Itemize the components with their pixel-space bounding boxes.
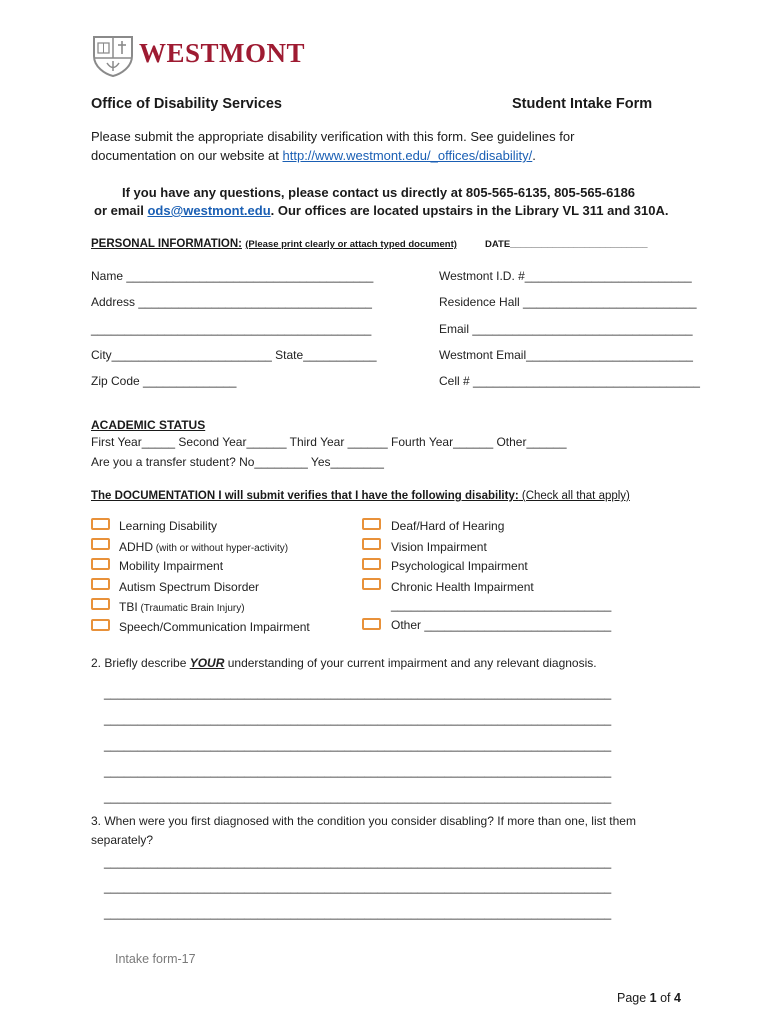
page-of: of	[656, 991, 674, 1005]
personal-heading-label: PERSONAL INFORMATION:	[91, 238, 242, 250]
adhd-label	[119, 540, 288, 554]
page-prefix: Page	[617, 991, 650, 1005]
academic-status-heading: ACADEMIC STATUS	[91, 418, 206, 432]
transfer-field[interactable]: Are you a transfer student? No________ Yes________	[91, 455, 384, 469]
city-state-field[interactable]: City________________________ State___________	[91, 348, 377, 362]
q2-answer-line-5[interactable]: ____________________________________________________________________________	[104, 790, 612, 804]
chronic-health-checkbox[interactable]	[362, 578, 381, 590]
page-number	[617, 991, 681, 1005]
westmont-email-field[interactable]: Westmont Email_________________________	[439, 348, 693, 362]
intro-line-2	[91, 146, 536, 165]
q2-answer-line-2[interactable]: ____________________________________________________________________________	[104, 712, 612, 726]
question-2-end: understanding of your current impairment and any relevant diagnosis.	[224, 656, 597, 670]
zip-code-field[interactable]: Zip Code ______________	[91, 374, 237, 388]
learning-disability-label: Learning Disability	[119, 519, 218, 533]
question-3-line-1: 3. When were you first diagnosed with the condition you consider disabling? If more than one, list them	[91, 814, 636, 828]
intro-line-2-text: documentation on our website at	[91, 148, 283, 163]
question-2	[91, 656, 597, 670]
adhd-label-text: ADHD	[119, 540, 154, 554]
westmont-shield-icon	[91, 34, 135, 78]
autism-checkbox[interactable]	[91, 578, 110, 590]
q2-answer-line-3[interactable]: ____________________________________________________________________________	[104, 738, 612, 752]
speech-communication-checkbox[interactable]	[91, 619, 110, 631]
email-field[interactable]: Email _________________________________	[439, 322, 693, 336]
learning-disability-checkbox[interactable]	[91, 518, 110, 530]
contact-line-2-text: or email	[94, 203, 148, 218]
q3-answer-line-3[interactable]: ____________________________________________________________________________	[104, 906, 612, 920]
cell-field[interactable]: Cell # __________________________________	[439, 374, 700, 388]
intro-line-1: Please submit the appropriate disability verification with this form. See guidelines for	[91, 129, 575, 144]
westmont-id-field[interactable]: Westmont I.D. #_________________________	[439, 269, 692, 283]
chronic-health-label: Chronic Health Impairment	[391, 580, 534, 594]
contact-line-1: If you have any questions, please contact us directly at 805-565-6135, 805-565-6186	[122, 185, 636, 200]
vision-impairment-checkbox[interactable]	[362, 538, 381, 550]
q2-answer-line-1[interactable]: ____________________________________________________________________________	[104, 686, 612, 700]
personal-info-heading	[91, 238, 457, 250]
address-field[interactable]: Address ___________________________________	[91, 295, 372, 309]
contact-line-2-end: . Our offices are located upstairs in the Library VL 311 and 310A.	[270, 203, 669, 218]
intro-line-2-end: .	[532, 148, 536, 163]
autism-label: Autism Spectrum Disorder	[119, 580, 260, 594]
email-link[interactable]: ods@westmont.edu	[147, 203, 271, 218]
chronic-health-detail-field[interactable]: _________________________________	[391, 598, 612, 612]
name-field[interactable]: Name _____________________________________	[91, 269, 374, 283]
deaf-hard-of-hearing-label: Deaf/Hard of Hearing	[391, 519, 505, 533]
contact-line-2	[94, 201, 669, 220]
page-current: 1	[649, 991, 657, 1005]
psychological-impairment-checkbox[interactable]	[362, 558, 381, 570]
deaf-hard-of-hearing-checkbox[interactable]	[362, 518, 381, 530]
question-3-line-2: separately?	[91, 833, 154, 847]
other-field[interactable]: Other ____________________________	[391, 618, 612, 632]
page-total: 4	[674, 991, 681, 1005]
date-field[interactable]: DATE__________________________	[485, 239, 648, 250]
tbi-checkbox[interactable]	[91, 598, 110, 610]
logo-wordmark: WESTMONT	[139, 38, 306, 68]
adhd-checkbox[interactable]	[91, 538, 110, 550]
documentation-heading-label: The DOCUMENTATION I will submit verifies that I have the following disability:	[91, 490, 519, 502]
speech-communication-label: Speech/Communication Impairment	[119, 620, 310, 634]
tbi-label-note: (Traumatic Brain Injury)	[137, 603, 245, 614]
vision-impairment-label: Vision Impairment	[391, 540, 487, 554]
other-checkbox[interactable]	[362, 618, 381, 630]
address-line-2-field[interactable]: __________________________________________	[91, 322, 372, 336]
personal-heading-note: (Please print clearly or attach typed document)	[245, 239, 457, 250]
mobility-impairment-checkbox[interactable]	[91, 558, 110, 570]
psychological-impairment-label: Psychological Impairment	[391, 559, 528, 573]
tbi-label	[119, 600, 245, 614]
residence-hall-field[interactable]: Residence Hall __________________________	[439, 295, 697, 309]
disability-website-link[interactable]: http://www.westmont.edu/_offices/disability/	[282, 148, 533, 163]
office-title: Office of Disability Services	[91, 96, 282, 112]
documentation-heading	[91, 490, 630, 502]
adhd-label-note: (with or without hyper-activity)	[153, 543, 289, 554]
year-field[interactable]: First Year_____ Second Year______ Third Year ______ Fourth Year______ Other______	[91, 435, 567, 449]
form-id: Intake form-17	[115, 952, 196, 966]
q2-answer-line-4[interactable]: ____________________________________________________________________________	[104, 764, 612, 778]
q3-answer-line-1[interactable]: ____________________________________________________________________________	[104, 855, 612, 869]
form-title: Student Intake Form	[512, 96, 653, 112]
documentation-heading-note: (Check all that apply)	[518, 490, 630, 502]
q3-answer-line-2[interactable]: ____________________________________________________________________________	[104, 880, 612, 894]
tbi-label-text: TBI	[119, 600, 138, 614]
question-2-emphasis: YOUR	[189, 656, 225, 670]
mobility-impairment-label: Mobility Impairment	[119, 559, 224, 573]
question-2-text: 2. Briefly describe	[91, 656, 190, 670]
